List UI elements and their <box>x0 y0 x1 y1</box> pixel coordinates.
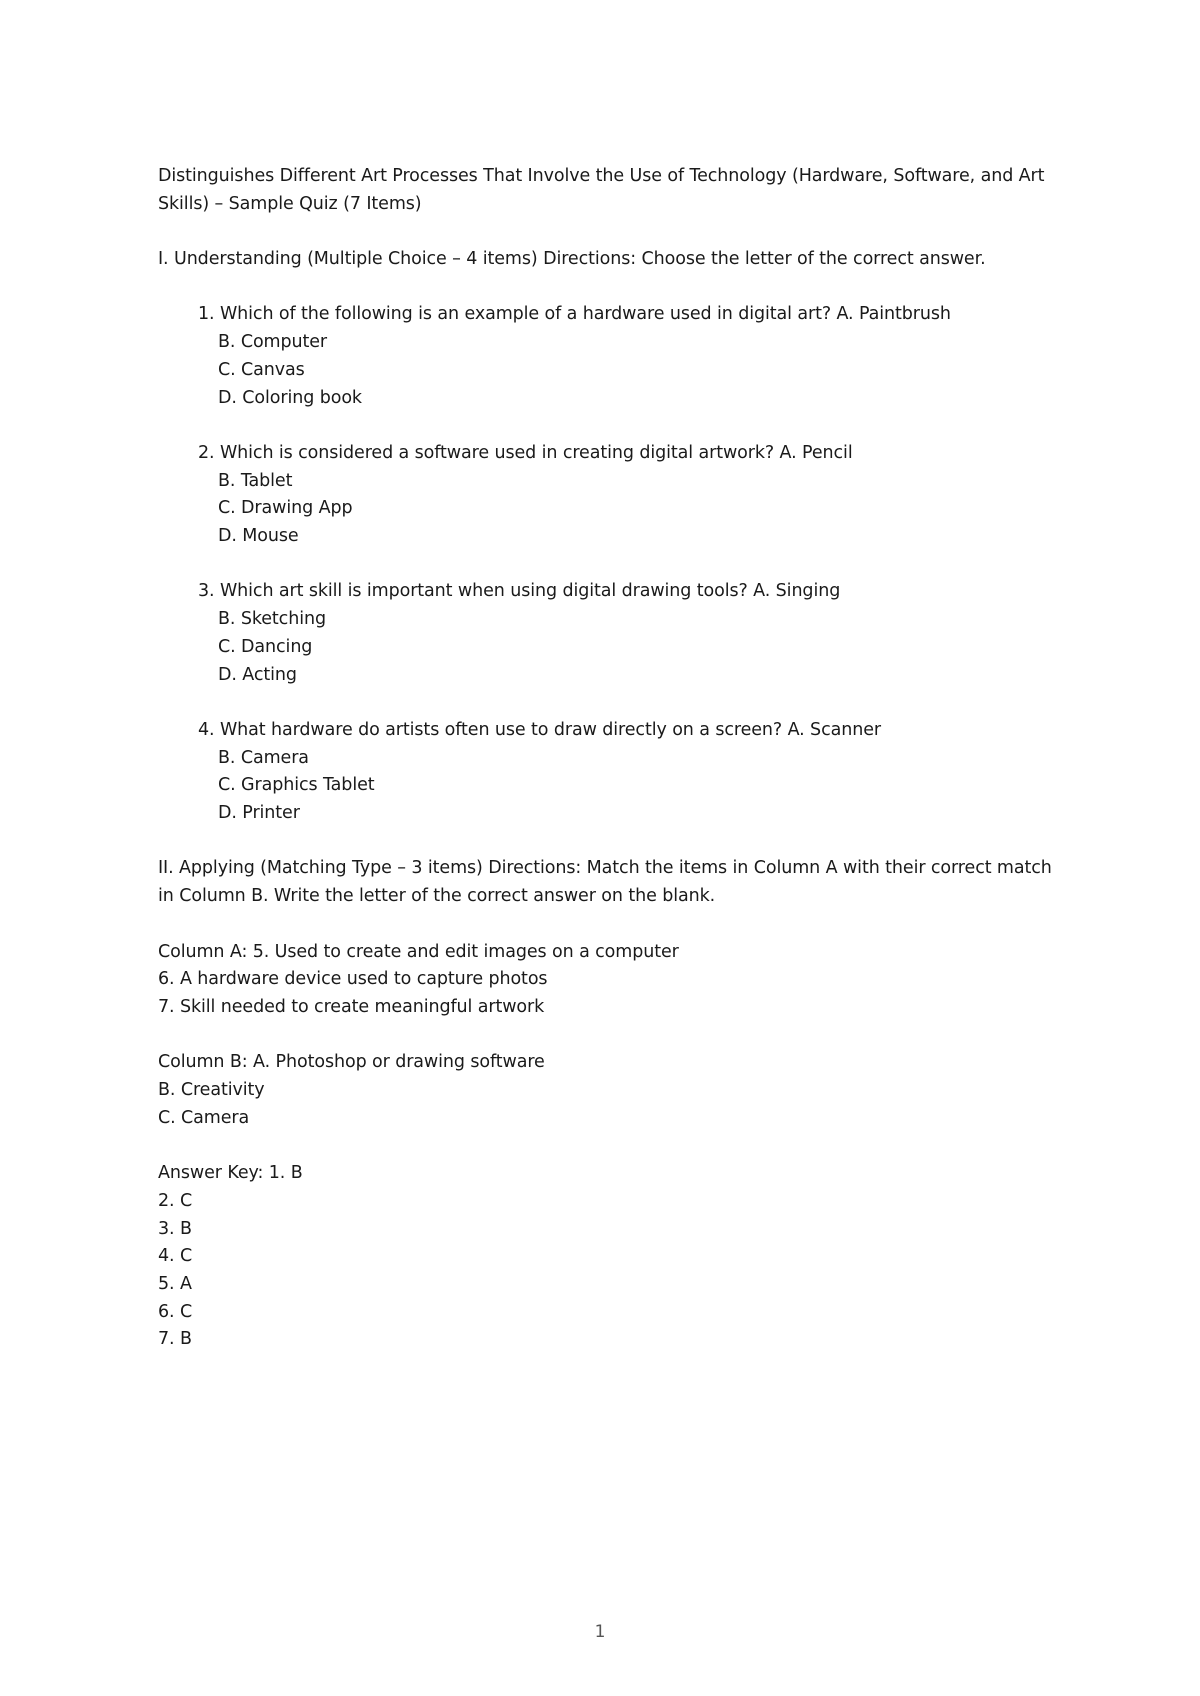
question-1 <box>198 301 1058 412</box>
column-b-item: B. Creativity <box>158 1080 265 1101</box>
question-option: B. Sketching <box>218 609 326 630</box>
question-stem: 3. Which art skill is important when using digital drawing tools? A. Singing <box>198 581 841 602</box>
answer-key-item: 5. A <box>158 1273 192 1294</box>
answer-key-item: 4. C <box>158 1246 193 1267</box>
answer-key-item: 6. C <box>158 1301 193 1322</box>
question-3 <box>198 578 1058 689</box>
answer-key-item: 3. B <box>158 1218 192 1239</box>
answer-key-item: 2. C <box>158 1190 193 1211</box>
answer-key-item: 7. B <box>158 1329 192 1350</box>
column-a-item: 6. A hardware device used to capture photos <box>158 969 548 990</box>
column-b-item: Column B: A. Photoshop or drawing software <box>158 1052 545 1073</box>
answer-key <box>158 1160 1058 1354</box>
page-number: 1 <box>594 1622 606 1642</box>
section1-heading: I. Understanding (Multiple Choice – 4 items) Directions: Choose the letter of the correct answer. <box>158 249 986 270</box>
column-a-item: 7. Skill needed to create meaningful artwork <box>158 996 545 1017</box>
column-a-item: Column A: 5. Used to create and edit images on a computer <box>158 941 679 962</box>
section2-heading-line-1: II. Applying (Matching Type – 3 items) Directions: Match the items in Column A with their correct match <box>158 858 1052 879</box>
question-2 <box>198 440 1058 551</box>
column-a <box>158 939 1058 1022</box>
question-stem: 2. Which is considered a software used in creating digital artwork? A. Pencil <box>198 442 853 463</box>
document-body <box>158 163 1058 1354</box>
question-option: D. Printer <box>218 803 300 824</box>
question-stem: 1. Which of the following is an example of a hardware used in digital art? A. Paintbrush <box>198 304 951 325</box>
question-stem: 4. What hardware do artists often use to draw directly on a screen? A. Scanner <box>198 719 881 740</box>
answer-key-item: Answer Key: 1. B <box>158 1163 303 1184</box>
column-b-item: C. Camera <box>158 1107 250 1128</box>
title-line-1: Distinguishes Different Art Processes That Involve the Use of Technology (Hardware, Software, and Art <box>158 166 1045 186</box>
question-option: C. Drawing App <box>218 498 353 519</box>
question-option: D. Mouse <box>218 526 299 547</box>
question-option: C. Dancing <box>218 636 313 657</box>
question-option: D. Acting <box>218 664 297 685</box>
question-option: B. Tablet <box>218 470 293 491</box>
section2-heading-line-2: in Column B. Write the letter of the correct answer on the blank. <box>158 886 716 907</box>
question-option: C. Graphics Tablet <box>218 775 375 796</box>
question-option: C. Canvas <box>218 359 305 380</box>
question-option: D. Coloring book <box>218 387 362 408</box>
column-b <box>158 1049 1058 1132</box>
title-line-2: Skills) – Sample Quiz (7 Items) <box>158 193 422 214</box>
question-4 <box>198 717 1058 828</box>
question-option: B. Computer <box>218 332 328 353</box>
question-option: B. Camera <box>218 747 309 768</box>
